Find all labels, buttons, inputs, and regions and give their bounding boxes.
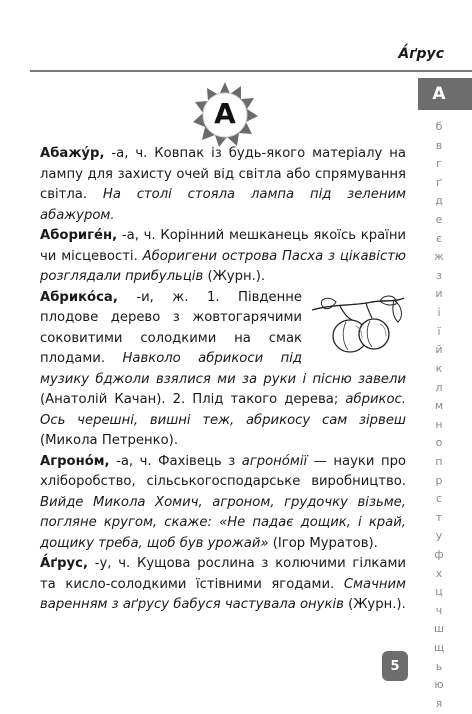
index-letter: ж xyxy=(434,250,444,264)
source-2: (Микола Петренко). xyxy=(40,433,179,448)
example: Аборигени острова Пасха з цікавістю розглядали прибульців xyxy=(40,248,407,284)
grammar: -а, ч. xyxy=(104,146,155,161)
index-letter: п xyxy=(435,454,443,468)
header-rule xyxy=(30,70,472,72)
index-letter: я xyxy=(435,696,443,710)
headword: Абрико́са, xyxy=(40,289,118,305)
index-letter: и xyxy=(435,287,443,301)
definition: 1. Південне плодове дерево з жовтогарячими соковитими солодкими на смак плодами. xyxy=(40,289,303,366)
index-letter: н xyxy=(435,417,443,431)
thumb-index-current-letter: А xyxy=(432,84,446,104)
index-letter: ї xyxy=(437,324,441,338)
definition-2: 2. Плід такого дерева; xyxy=(172,392,346,407)
index-letter: е xyxy=(435,213,443,227)
index-letter: щ xyxy=(433,641,445,655)
grammar: -а, ч. xyxy=(109,453,159,469)
example: Вийде Микола Хомич, агроном, грудочку візьме, погляне кругом, скаже: «Не падає дощик, і край, дощику треба, щоб був урожай» xyxy=(40,494,406,551)
example: Навколо абрикоси під музику бджоли взялися ми за руки і пісню завели xyxy=(40,351,406,387)
source: (Ігор Муратов). xyxy=(268,535,378,551)
page-number: 5 xyxy=(390,658,400,674)
apricot-branch-illustration xyxy=(310,294,406,358)
index-letter: к xyxy=(435,361,443,375)
definition: Корінний мешканець якоїсь країни чи місцевості. xyxy=(40,228,407,264)
index-letter: р xyxy=(435,473,443,487)
entry-ahronom xyxy=(40,452,406,555)
page-number-box xyxy=(382,651,408,681)
index-letter: г xyxy=(436,157,442,171)
grammar: -у, ч. xyxy=(87,556,137,571)
entry-aboryhen xyxy=(40,226,406,288)
index-letter: о xyxy=(435,436,443,450)
entry-abazhur xyxy=(40,144,406,226)
index-letter: у xyxy=(435,529,443,543)
index-letter: і xyxy=(437,306,441,320)
section-emblem xyxy=(191,80,259,148)
dictionary-entries xyxy=(40,144,406,616)
index-letter: ш xyxy=(433,622,445,636)
definition: Кущова рослина з колючими гілками та кисло-солодкими їстівними ягодами. xyxy=(40,556,406,592)
headword: Агроно́м, xyxy=(40,453,110,469)
running-head xyxy=(0,0,472,78)
source: (Журн.). xyxy=(203,269,266,284)
entry-agrus xyxy=(40,554,406,616)
grammar: -а, ч. xyxy=(117,228,161,243)
definition-pre: Фахівець з xyxy=(158,453,242,469)
index-letter: з xyxy=(436,268,442,282)
index-letter: ь xyxy=(435,659,443,673)
definition: — науки про хліборобство, сільськогосподарське виробництво. xyxy=(40,453,407,489)
example-2: абрикос. Ось черешні, вишні теж, абрикосу сам зірвеш xyxy=(40,392,406,428)
index-letter: ю xyxy=(434,678,444,692)
index-letter: м xyxy=(434,399,444,413)
example: Смачним варенням з аґрусу бабуся частувала онуків xyxy=(40,576,406,612)
entry-abrykosa xyxy=(40,288,406,452)
index-letter: є xyxy=(435,231,443,245)
index-letter: с xyxy=(435,492,443,506)
headword: Абориге́н, xyxy=(40,228,118,243)
index-letter: ч xyxy=(435,603,443,617)
definition: Ковпак із будь-якого матеріалу на лампу для захисту очей від світла або спрямування світла. xyxy=(40,146,406,202)
running-title: А́ґрус xyxy=(398,46,444,62)
index-letter: х xyxy=(435,566,443,580)
headword: А́ґрус, xyxy=(40,556,88,571)
index-letter: ц xyxy=(435,585,443,599)
index-letter: б xyxy=(435,120,443,133)
source: (Журн.). xyxy=(343,597,406,612)
cross-reference: агроно́мії xyxy=(241,453,308,469)
index-letter: й xyxy=(435,343,443,357)
grammar: -и, ж. xyxy=(117,289,207,305)
index-letter: в xyxy=(435,138,443,152)
thumb-index xyxy=(418,78,472,708)
index-letter: ґ xyxy=(436,175,442,189)
section-letter: А xyxy=(214,96,236,130)
headword: Абажу́р, xyxy=(40,146,105,161)
index-letter: д xyxy=(435,194,443,208)
index-letter: л xyxy=(435,380,443,394)
source: (Анатолій Качан). xyxy=(40,392,173,407)
index-letter: т xyxy=(435,510,443,524)
index-letter: ф xyxy=(434,548,444,562)
example: На столі стояла лампа під зеленим абажуром. xyxy=(40,187,406,223)
thumb-index-letters xyxy=(428,118,450,714)
